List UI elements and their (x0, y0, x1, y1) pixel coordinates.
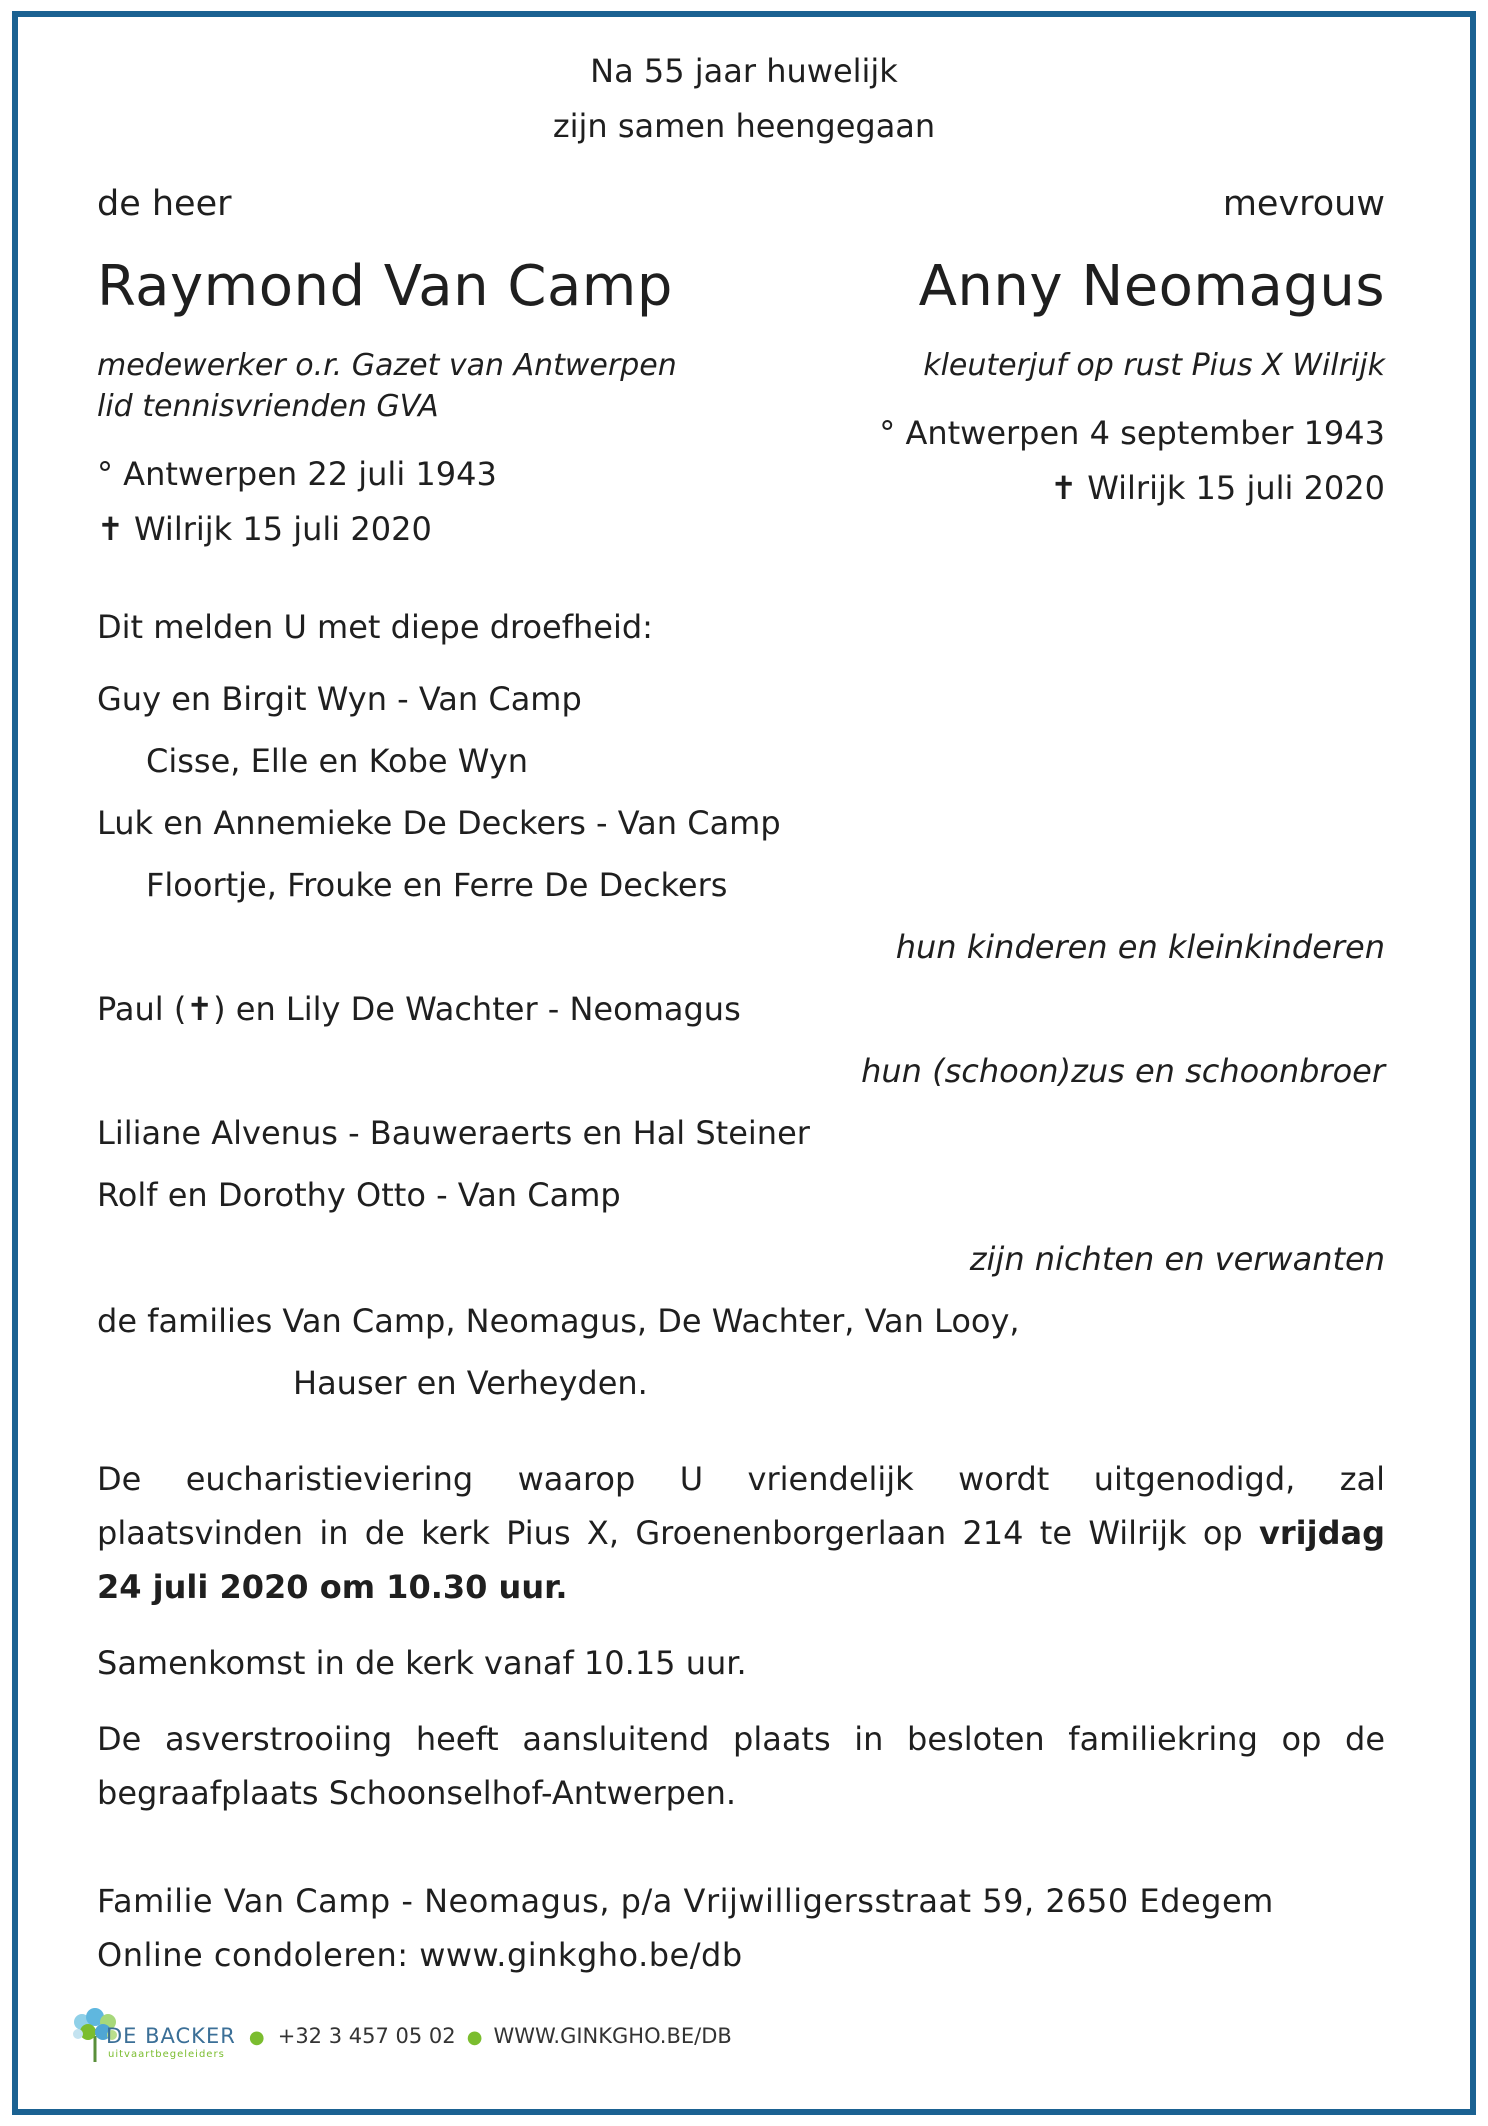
left-desc-1: medewerker o.r. Gazet van Antwerpen (97, 348, 677, 383)
family-line-4: Floortje, Frouke en Ferre De Deckers (146, 866, 728, 904)
ceremony-p3-line-1: De asverstrooiing heeft aansluitend plaats in besloten familiekring op de (97, 1720, 1385, 1758)
header-line-2: zijn samen heengegaan (552, 107, 936, 145)
family-role-2: hun (schoon)zus en schoonbroer (861, 1052, 1385, 1090)
right-title: mevrouw (1222, 184, 1385, 224)
left-died: ✝ Wilrijk 15 juli 2020 (97, 510, 432, 548)
right-died: ✝ Wilrijk 15 juli 2020 (1050, 469, 1385, 507)
right-name: Anny Neomagus (918, 254, 1385, 319)
left-name: Raymond Van Camp (97, 254, 673, 319)
footer-separator-dot: ● (248, 2027, 265, 2048)
footer-brand-sub: uitvaartbegeleiders (108, 2049, 225, 2060)
family-line-3: Luk en Annemieke De Deckers - Van Camp (97, 804, 781, 842)
right-born: ° Antwerpen 4 september 1943 (879, 414, 1385, 452)
family-line-6: Liliane Alvenus - Bauweraerts en Hal Steiner (97, 1114, 810, 1152)
family-role-1: hun kinderen en kleinkinderen (895, 928, 1385, 966)
left-born: ° Antwerpen 22 juli 1943 (97, 455, 497, 493)
family-line-9: Hauser en Verheyden. (293, 1364, 648, 1402)
footer-brand: DE BACKER (106, 2024, 236, 2048)
family-role-3: zijn nichten en verwanten (969, 1240, 1385, 1278)
family-line-5: Paul (✝) en Lily De Wachter - Neomagus (97, 990, 741, 1028)
footer-web: WWW.GINKGHO.BE/DB (493, 2024, 732, 2048)
ceremony-p1-line-2 (97, 1514, 1385, 1552)
family-line-1: Guy en Birgit Wyn - Van Camp (97, 680, 582, 718)
footer-phone: +32 3 457 05 02 (277, 2024, 456, 2048)
footer-separator-dot: ● (466, 2027, 483, 2048)
right-desc-1: kleuterjuf op rust Pius X Wilrijk (923, 348, 1385, 383)
family-line-8: de families Van Camp, Neomagus, De Wachter, Van Looy, (97, 1302, 1020, 1340)
left-desc-2: lid tennisvrienden GVA (97, 389, 439, 424)
contact-online: Online condoleren: www.ginkgho.be/db (97, 1936, 743, 1974)
family-line-7: Rolf en Dorothy Otto - Van Camp (97, 1176, 621, 1214)
ceremony-p1-line-1: De eucharistieviering waarop U vriendelijk wordt uitgenodigd, zal (97, 1460, 1385, 1498)
ceremony-date-time: 24 juli 2020 om 10.30 uur. (97, 1568, 568, 1606)
family-line-2: Cisse, Elle en Kobe Wyn (146, 742, 529, 780)
ceremony-p3-line-2: begraafplaats Schoonselhof-Antwerpen. (97, 1774, 737, 1812)
ceremony-gathering: Samenkomst in de kerk vanaf 10.15 uur. (97, 1644, 747, 1682)
header-line-1: Na 55 jaar huwelijk (590, 52, 898, 90)
left-title: de heer (97, 184, 232, 224)
ceremony-day: vrijdag (1259, 1514, 1385, 1552)
ceremony-p1-line-2-text: plaatsvinden in de kerk Pius X, Groenenborgerlaan 214 te Wilrijk op (97, 1514, 1260, 1552)
family-intro: Dit melden U met diepe droefheid: (97, 608, 653, 646)
contact-address: Familie Van Camp - Neomagus, p/a Vrijwilligersstraat 59, 2650 Edegem (97, 1882, 1274, 1920)
